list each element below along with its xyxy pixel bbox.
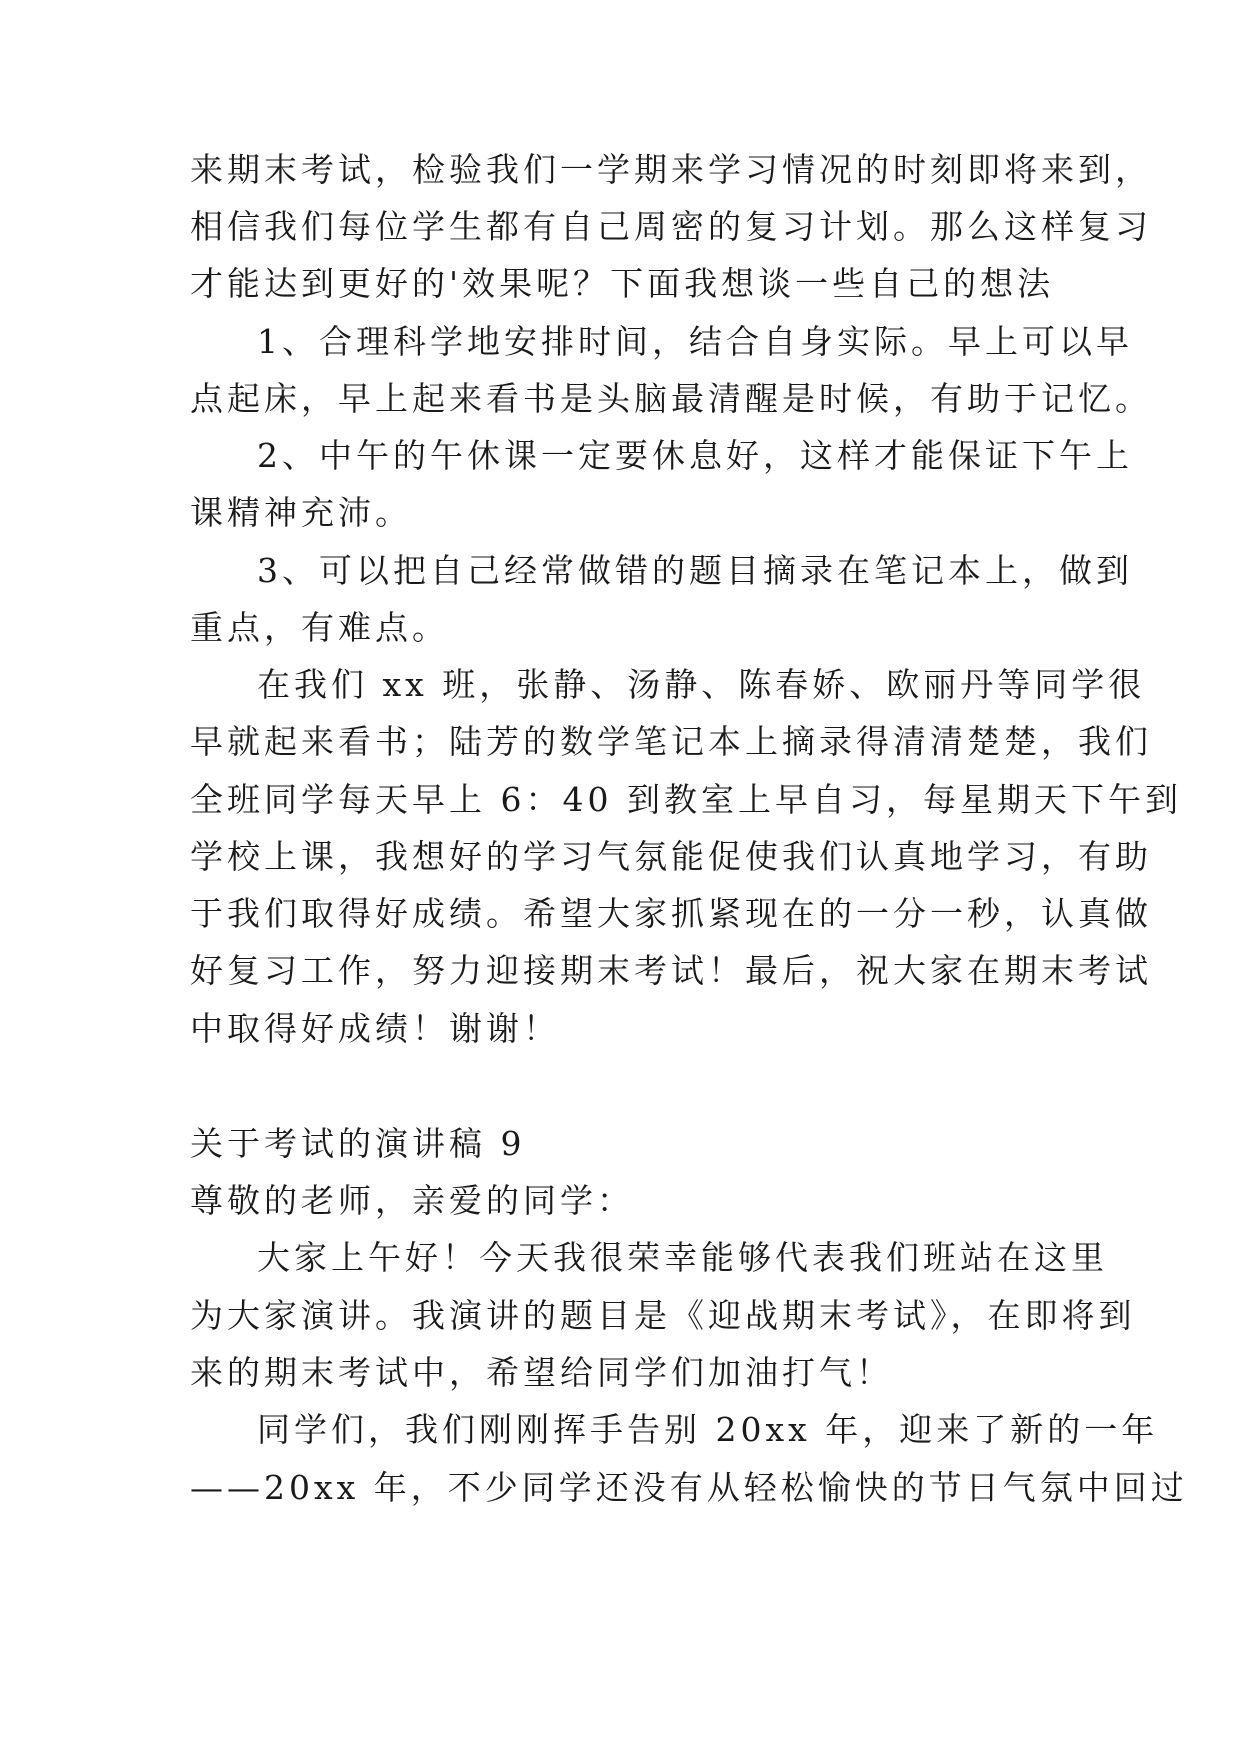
text-line: 同学们，我们刚刚挥手告别 20xx 年，迎来了新的一年	[257, 1410, 1159, 1449]
text-line: 课精神充沛。	[190, 493, 412, 532]
section-heading: 关于考试的演讲稿 9	[190, 1124, 526, 1163]
text-line: 大家上午好！今天我很荣幸能够代表我们班站在这里	[257, 1238, 1108, 1277]
text-line: 来期末考试，检验我们一学期来学习情况的时刻即将来到，	[190, 150, 1152, 189]
text-line: 早就起来看书；陆芳的数学笔记本上摘录得清清楚楚，我们	[190, 722, 1152, 761]
text-line: 重点，有难点。	[190, 608, 449, 647]
text-line: 2、中午的午休课一定要休息好，这样才能保证下午上	[257, 436, 1133, 475]
text-line: 1、合理科学地安排时间，结合自身实际。早上可以早	[257, 322, 1133, 361]
text-line: 于我们取得好成绩。希望大家抓紧现在的一分一秒，认真做	[190, 894, 1152, 933]
text-line: 相信我们每位学生都有自己周密的复习计划。那么这样复习	[190, 207, 1152, 246]
text-line: 3、可以把自己经常做错的题目摘录在笔记本上，做到	[257, 551, 1133, 590]
text-line: 才能达到更好的'效果呢？下面我想谈一些自己的想法	[190, 264, 1055, 303]
text-line: ——20xx 年，不少同学还没有从轻松愉快的节日气氛中回过	[190, 1468, 1188, 1507]
text-line: 全班同学每天早上 6：40 到教室上早自习，每星期天下午到	[190, 780, 1182, 819]
text-line: 学校上课，我想好的学习气氛能促使我们认真地学习，有助	[190, 837, 1152, 876]
text-line: 来的期末考试中，希望给同学们加油打气！	[190, 1353, 893, 1392]
text-line: 好复习工作，努力迎接期末考试！最后，祝大家在期末考试	[190, 951, 1152, 990]
salutation: 尊敬的老师，亲爱的同学：	[190, 1181, 634, 1220]
text-line: 点起床，早上起来看书是头脑最清醒是时候，有助于记忆。	[190, 379, 1152, 418]
text-line: 中取得好成绩！谢谢！	[190, 1009, 560, 1048]
text-line: 为大家演讲。我演讲的题目是《迎战期末考试》，在即将到	[190, 1296, 1136, 1335]
text-line: 在我们 xx 班，张静、汤静、陈春娇、欧丽丹等同学很	[257, 665, 1146, 704]
